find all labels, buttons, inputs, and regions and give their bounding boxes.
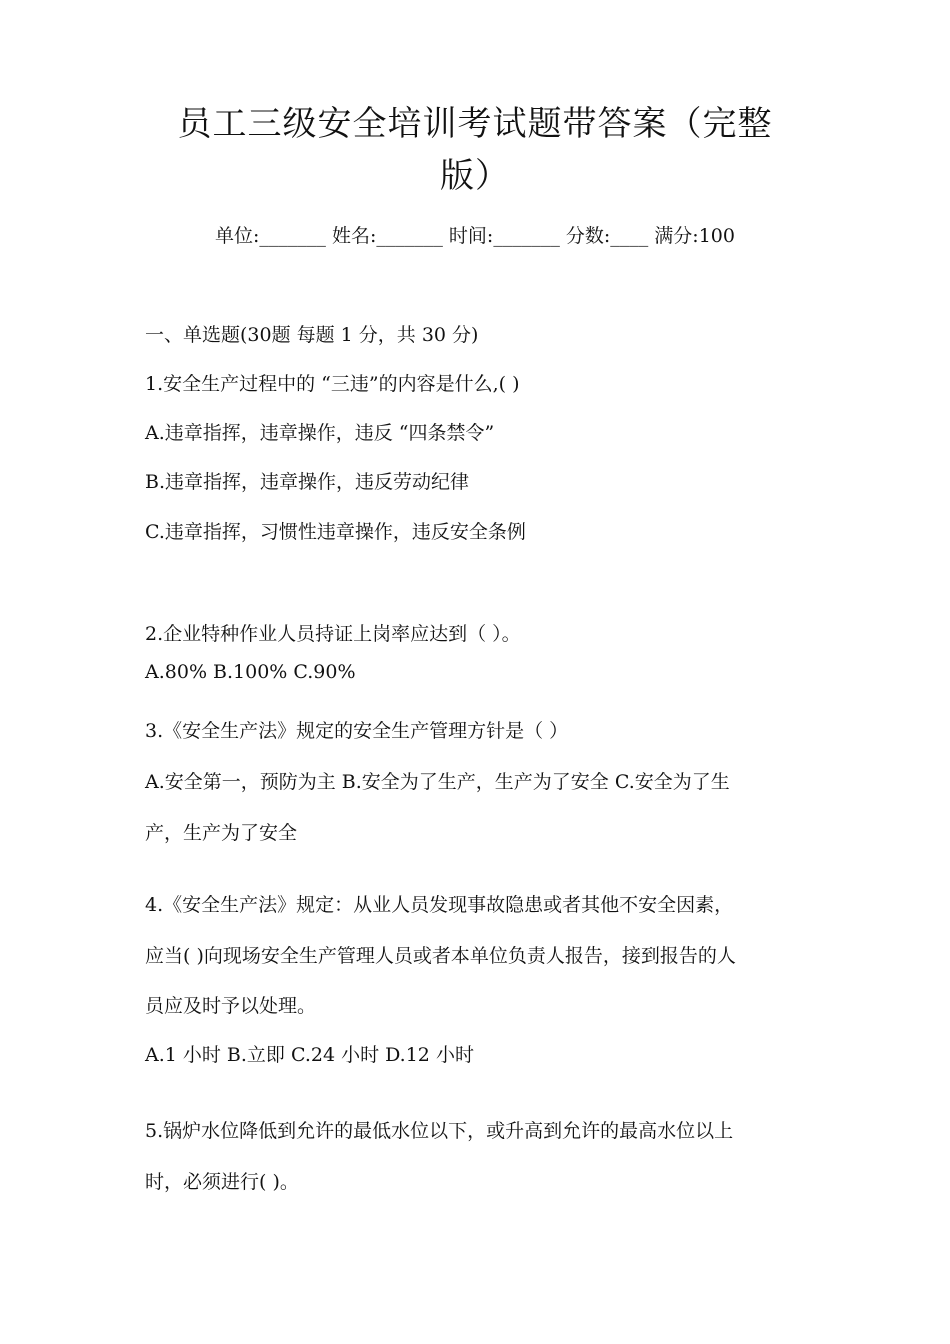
question-3-text: 3.《安全生产法》规定的安全生产管理方针是（ ） <box>145 720 569 742</box>
question-2-text: 2.企业特种作业人员持证上岗率应达到（ ）。 <box>145 623 521 645</box>
question-5-text-line-1: 5.锅炉水位降低到允许的最低水位以下，或升高到允许的最高水位以上 <box>145 1120 734 1142</box>
question-5-text-line-2: 时，必须进行( )。 <box>145 1171 299 1193</box>
question-3-options-line-2: 产，生产为了安全 <box>145 822 298 844</box>
document-title <box>140 98 810 202</box>
question-1-option-c: C.违章指挥，习惯性违章操作，违反安全条例 <box>145 521 526 543</box>
title-line-2: 版） <box>440 156 510 196</box>
question-2-options: A.80% B.100% C.90% <box>145 661 356 683</box>
question-1-option-b: B.违章指挥，违章操作，违反劳动纪律 <box>145 471 470 493</box>
question-1-text: 1.安全生产过程中的 “三违”的内容是什么,( ) <box>145 373 520 395</box>
question-4-text-line-1: 4.《安全生产法》规定：从业人员发现事故隐患或者其他不安全因素， <box>145 894 734 916</box>
question-1-option-a: A.违章指挥，违章操作，违反 “四条禁令” <box>145 422 495 444</box>
exam-info-line: 单位:_______ 姓名:_______ 时间:_______ 分数:____ 满分:100 <box>215 225 735 247</box>
title-line-1: 员工三级安全培训考试题带答案（完整 <box>177 104 773 144</box>
question-4-text-line-3: 员应及时予以处理。 <box>145 995 317 1017</box>
section-heading: 一、单选题(30题 每题 1 分，共 30 分) <box>145 324 479 346</box>
question-4-text-line-2: 应当( )向现场安全生产管理人员或者本单位负责人报告，接到报告的人 <box>145 945 736 967</box>
question-4-options: A.1 小时 B.立即 C.24 小时 D.12 小时 <box>145 1044 474 1066</box>
question-3-options-line-1: A.安全第一，预防为主 B.安全为了生产，生产为了安全 C.安全为了生 <box>145 771 730 793</box>
